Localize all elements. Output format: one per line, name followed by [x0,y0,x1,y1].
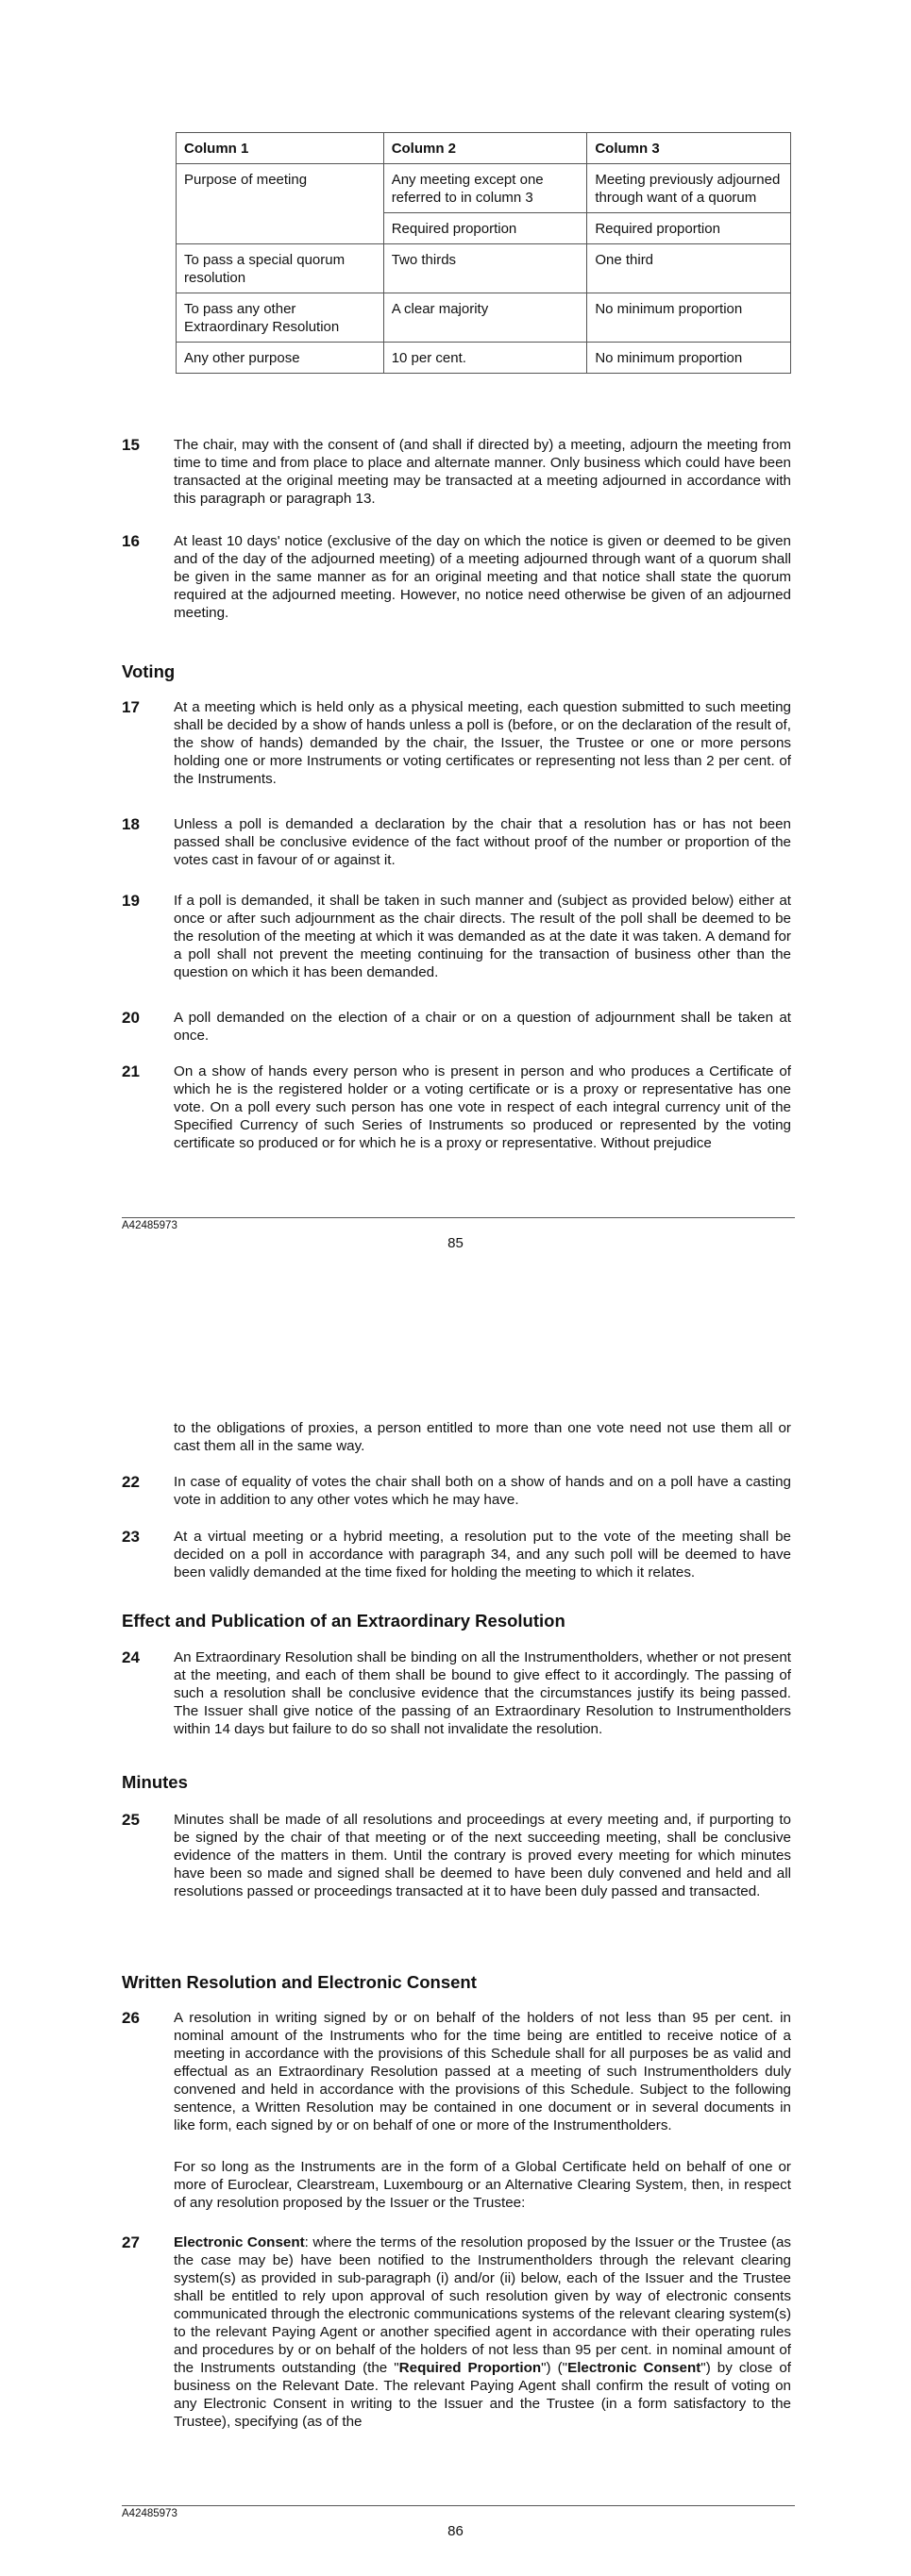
footer-reference: A42485973 [122,2508,177,2519]
paragraph-26-continuation: For so long as the Instruments are in the form of a Global Certificate held on behalf of one or more of Euroclear, Clearstream, Luxembourg or an Alternative Clearing System, then, in respect of any resolution proposed by the Issuer or the Trustee: [174,2159,791,2211]
table-cell: Any meeting except one referred to in column 3 [383,164,587,213]
table-header-row [177,133,791,164]
paragraph-text: Minutes shall be made of all resolutions and proceedings at every meeting and, if purporting to be signed by the chair of that meeting or of the next succeeding meeting, shall be conclusive evidence of the matters in them. Until the contrary is proved every meeting for which minutes have been so made and signed shall be deemed to have been duly convened and held and all resolutions passed or proceedings transacted at it to have been duly passed and transacted. [174,1812,791,1899]
table-cell: Two thirds [383,244,587,293]
table-cell: One third [587,244,791,293]
paragraph-27 [122,2233,791,2431]
table-row [177,164,791,213]
table-cell: A clear majority [383,293,587,343]
paragraph-number: 23 [122,1528,140,1546]
section-heading-minutes: Minutes [122,1772,188,1792]
paragraph-number: 16 [122,532,140,550]
paragraph-text: On a show of hands every person who is present in person and who produces a Certificate of which he is the registered holder or a voting certificate or is a proxy or representative has one vote. On a poll every such person has one vote in respect of each integral currency unit of the Specified Currency of such Series of Instruments so produced or represented by the voting certificate so produced or for which he is a proxy or representative. Without prejudice [174,1063,791,1151]
paragraph-text: Unless a poll is demanded a declaration by the chair that a resolution has or has not been passed shall be conclusive evidence of the fact without proof of the number or proportion of the votes cast in favour of or against it. [174,816,791,868]
paragraph-21 [122,1062,791,1152]
paragraph-20 [122,1009,791,1045]
paragraph-22 [122,1473,791,1509]
table-cell: No minimum proportion [587,343,791,374]
paragraph-26 [122,2009,791,2134]
paragraph-number: 21 [122,1062,140,1080]
table-row [177,343,791,374]
electronic-consent-term: Electronic Consent [174,2234,305,2250]
table-header-cell: Column 1 [177,133,384,164]
paragraph-25 [122,1811,791,1900]
table-header-cell: Column 3 [587,133,791,164]
text-run: : where the terms of the resolution proposed by the Issuer or the Trustee (as the case may be) have been notified to the Instrumentholders through the relevant clearing system(s) as provided in sub-paragraph (i) and/or (ii) below, each of the Issuer and the Trustee shall be entitled to rely upon approval of such resolution given by way of electronic consents communicated through the electronic communications systems of the relevant clearing system(s) to the relevant Paying Agent or another specified agent in accordance with their operating rules and procedures by or on behalf of the holders of not less than 95 per cent. in nominal amount of the Instruments outstanding (the " [174,2234,791,2376]
paragraph-text: In case of equality of votes the chair shall both on a show of hands and on a poll have a casting vote in addition to any other votes which he may have. [174,1474,791,1508]
table-cell: Purpose of meeting [177,164,384,244]
paragraph-number: 19 [122,892,140,910]
paragraph-17 [122,698,791,788]
paragraph-text: An Extraordinary Resolution shall be binding on all the Instrumentholders, whether or not present at the meeting, and each of them shall be bound to give effect to it accordingly. The passing of such a resolution shall be conclusive evidence that the circumstances justify its being passed. The Issuer shall give notice of the passing of an Extraordinary Resolution to Instrumentholders within 14 days but failure to do so shall not invalidate the resolution. [174,1649,791,1737]
paragraph-16 [122,532,791,622]
electronic-consent-defined-term: Electronic Consent [567,2360,701,2376]
table-row [177,244,791,293]
paragraph-text [174,2233,791,2431]
table-cell: Required proportion [587,213,791,244]
table-cell: Meeting previously adjourned through want of a quorum [587,164,791,213]
paragraph-text: At a meeting which is held only as a physical meeting, each question submitted to such meeting shall be decided by a show of hands unless a poll is (before, or on the declaration of the result of, the show of hands) demanded by the chair, the Issuer, the Trustee or one or more persons holding one or more Instruments or voting certificates or representing not less than 2 per cent. of the Instruments. [174,699,791,787]
paragraph-18 [122,815,791,869]
paragraph-text: At a virtual meeting or a hybrid meeting, a resolution put to the vote of the meeting shall be decided on a poll in accordance with paragraph 34, and any such poll will be deemed to have been validly demanded at the time fixed for holding the meeting to which it relates. [174,1529,791,1581]
quorum-table [176,132,791,374]
paragraph-15 [122,436,791,508]
page-86 [0,1288,911,2576]
paragraph-text: At least 10 days' notice (exclusive of the day on which the notice is given or deemed to be given and of the day of the adjourned meeting) of a meeting adjourned through want of a quorum shall be given in the same manner as for an original meeting and that notice shall state the quorum required at the adjourned meeting. However, no notice need otherwise be given of an adjourned meeting. [174,533,791,621]
section-heading-voting: Voting [122,661,176,681]
paragraph-text: A poll demanded on the election of a chair or on a question of adjournment shall be taken at once. [174,1010,791,1044]
text-run: ") (" [541,2360,568,2376]
paragraph-number: 25 [122,1811,140,1829]
section-heading-written-resolution: Written Resolution and Electronic Consent [122,1972,477,1992]
paragraph-number: 17 [122,698,140,716]
footer-rule [122,1217,795,1218]
paragraph-number: 26 [122,2009,140,2027]
table-header-cell: Column 2 [383,133,587,164]
footer-rule [122,2505,795,2506]
paragraph-19 [122,892,791,981]
table-cell: 10 per cent. [383,343,587,374]
table-cell: To pass a special quorum resolution [177,244,384,293]
paragraph-24 [122,1648,791,1738]
paragraph-text: If a poll is demanded, it shall be taken in such manner and (subject as provided below) either at once or after such adjournment as the chair directs. The result of the poll shall be deemed to be the resolution of the meeting at which it was demanded as at the date it was taken. A demand for a poll shall not prevent the meeting continuing for the transaction of business other than the question on which it has been demanded. [174,893,791,980]
paragraph-text: A resolution in writing signed by or on behalf of the holders of not less than 95 per cent. in nominal amount of the Instruments who for the time being are entitled to receive notice of a meeting in accordance with the provisions of this Schedule shall for all purposes be as valid and effectual as an Extraordinary Resolution passed at a meeting of such Instrumentholders duly convened and held in accordance with the provisions of this Schedule. Subject to the following sentence, a Written Resolution may be contained in one document or in several documents in like form, each signed by or on behalf of one or more of the Instrumentholders. [174,2010,791,2133]
footer-reference: A42485973 [122,1220,177,1231]
paragraph-number: 20 [122,1009,140,1027]
table-cell: Required proportion [383,213,587,244]
paragraph-continuation: to the obligations of proxies, a person entitled to more than one vote need not use them all or cast them all in the same way. [174,1420,791,1454]
table-cell: No minimum proportion [587,293,791,343]
required-proportion-term: Required Proportion [398,2360,542,2376]
table-cell: To pass any other Extraordinary Resolution [177,293,384,343]
paragraph-number: 15 [122,436,140,454]
page-number: 85 [447,1235,464,1251]
paragraph-number: 27 [122,2233,140,2251]
text-run: ") by close of business on the Relevant Date. The relevant Paying Agent shall confirm the result of voting on any Electronic Consent in writing to the Issuer and the Trustee (in a form satisfactory to the Trustee), specifying (as of the [174,2360,791,2430]
page-number: 86 [447,2523,464,2539]
table-row [177,293,791,343]
table-cell: Any other purpose [177,343,384,374]
paragraph-23 [122,1528,791,1581]
paragraph-number: 24 [122,1648,140,1666]
paragraph-text: The chair, may with the consent of (and shall if directed by) a meeting, adjourn the meeting from time to time and from place to place and alternate manner. Only business which could have been transacted at the original meeting may be transacted at a meeting adjourned in accordance with this paragraph or paragraph 13. [174,437,791,507]
section-heading-effect: Effect and Publication of an Extraordinary Resolution [122,1611,565,1631]
paragraph-number: 18 [122,815,140,833]
paragraph-number: 22 [122,1473,140,1491]
